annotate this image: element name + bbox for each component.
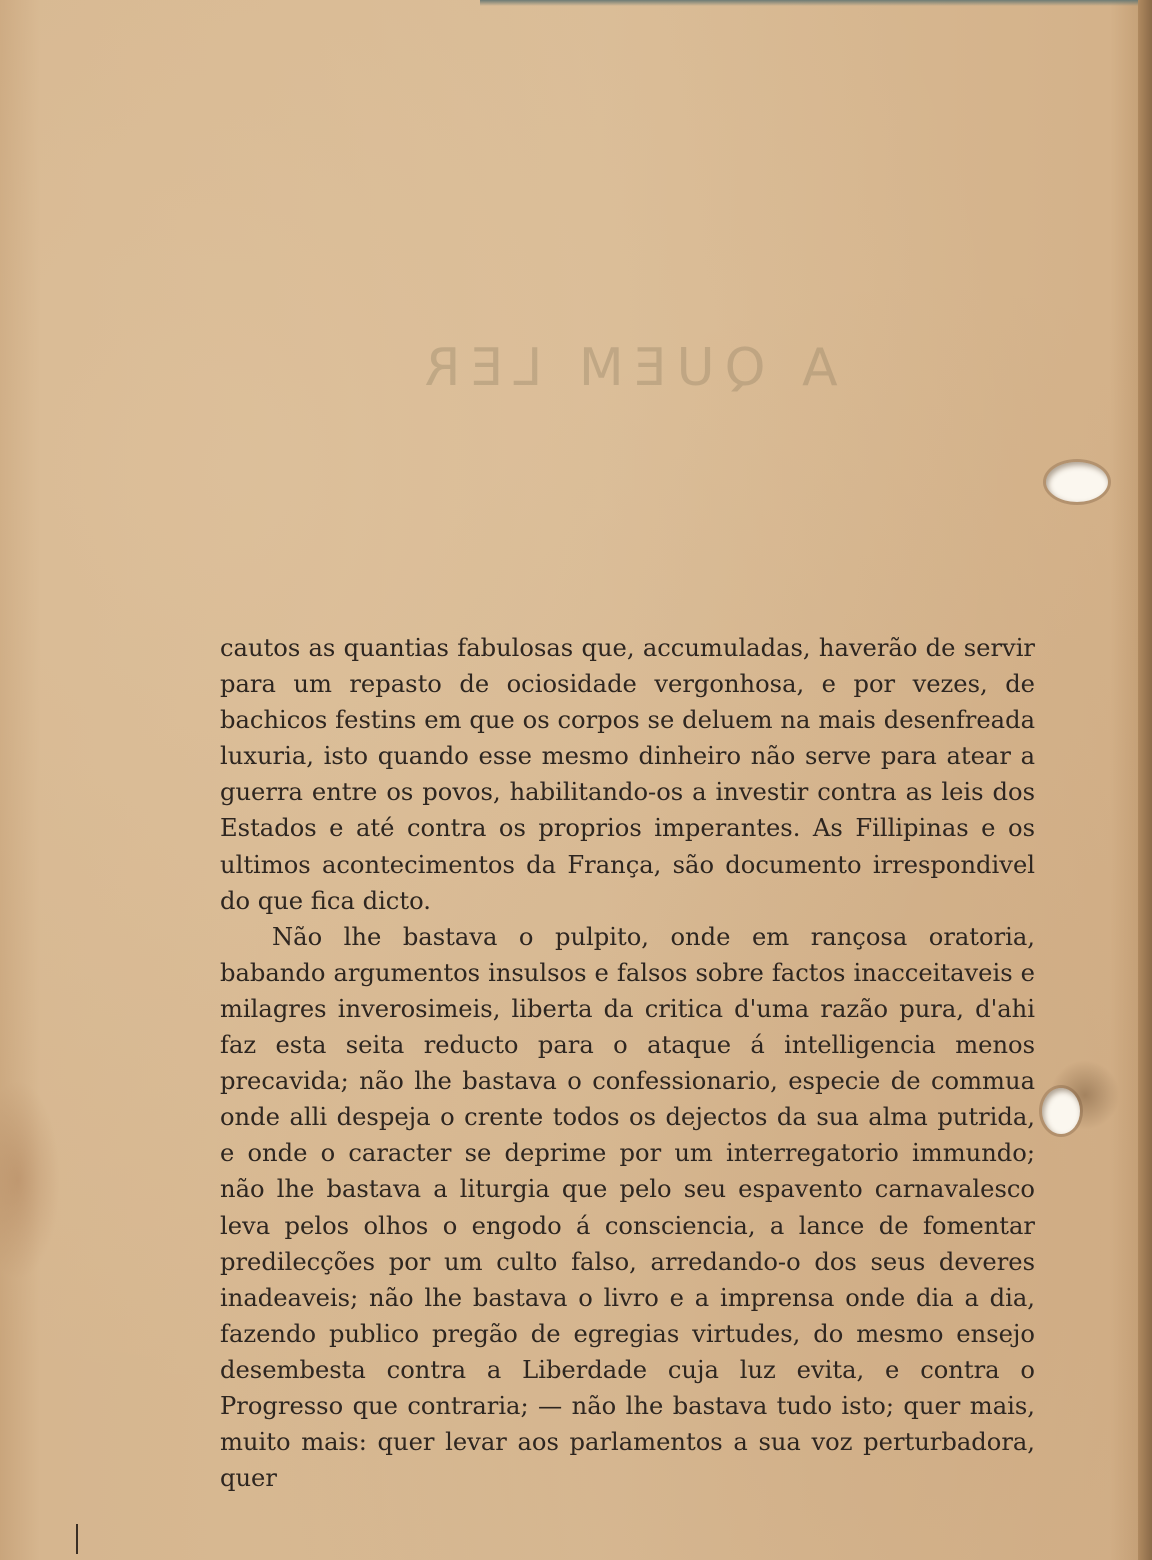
margin-mark [76,1524,78,1554]
bleed-through-heading: A QUEM LER [414,338,838,398]
paragraph-2: Não lhe bastava o pulpito, onde em rançosa oratoria, babando argumentos insulsos e falsos sobre factos inacceitaveis e milagres inverosimeis, liberta da critica d'uma razão pura, d'ahi faz esta seita reducto para o ataque á intelligencia menos precavida; não lhe bastava o confessionario, especie de commua onde alli despeja o crente todos os dejectos da sua alma putrida, e onde o caracter se deprime por um interregatorio immundo; não lhe bastava a liturgia que pelo seu espavento carnavalesco leva pelos olhos o engodo á consciencia, a lance de fomentar predilecções por um culto falso, arredando-o dos seus deveres inadeaveis; não lhe bastava o livro e a imprensa onde dia a dia, fazendo publico pregão de egregias virtudes, do mesmo ensejo desembesta contra a Liberdade cuja luz evita, e contra o Progresso que contraria; — não lhe bastava tudo isto; quer mais, muito mais: quer levar aos parlamentos a sua voz perturbadora, quer [220,922,1035,1493]
paper-stain [0,1080,60,1280]
page-right-edge [1138,0,1152,1560]
page-top-edge [480,0,1152,6]
punch-hole-bottom [1042,1088,1080,1134]
paragraph-1: cautos as quantias fabulosas que, accumuladas, haverão de servir para um repasto de ociosidade vergonhosa, e por vezes, de bachicos festins em que os corpos se deluem na mais desenfreada luxuria, isto quando esse mesmo dinheiro não serve para atear a guerra entre os povos, habilitando-os a investir contra as leis dos Estados e até contra os proprios imperantes. As Fillipinas e os ultimos acontecimentos da França, são documento irrespondivel do que fica dicto. [220,634,1035,915]
punch-hole-top [1046,462,1108,502]
body-text [220,630,1035,1496]
